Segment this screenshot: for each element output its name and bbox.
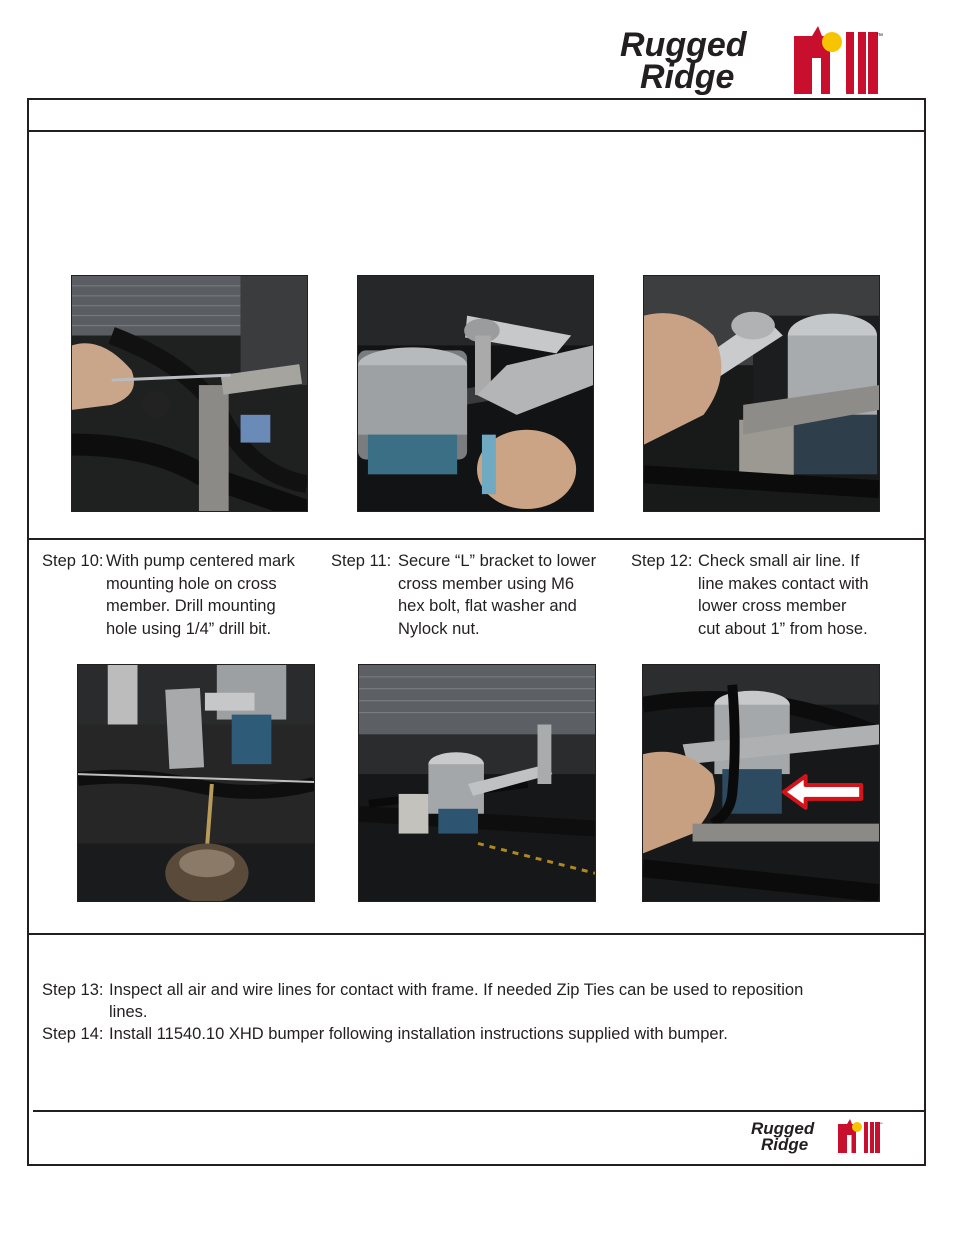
divider-photos-row2: [29, 933, 924, 935]
step-label: Step 10:: [42, 552, 104, 570]
step-13-text: [42, 979, 902, 1023]
step-label: Step 12:: [631, 552, 693, 570]
step-text: Inspect all air and wire lines for contact with frame. If needed Zip Ties can be used to reposition lines.: [109, 981, 804, 1021]
step-text: Check small air line. If line makes contact with lower cross member cut about 1” from hose.: [698, 552, 869, 638]
divider-header: [29, 130, 924, 132]
rugged-ridge-logo-footer: [750, 1118, 884, 1154]
step11-photo-bolt: [357, 275, 594, 512]
step-text: Install 11540.10 XHD bumper following installation instructions supplied with bumper.: [109, 1025, 728, 1043]
step10-photo-marking: [71, 275, 308, 512]
step11-photo-installed: [358, 664, 596, 902]
step-14-text: [42, 1023, 902, 1045]
divider-footer: [33, 1110, 924, 1112]
step-text: Secure “L” bracket to lower cross member using M6 hex bolt, flat washer and Nylock nut.: [398, 552, 597, 638]
divider-photos-row1: [29, 538, 924, 540]
step12-photo-wrench: [643, 275, 880, 512]
step-text: With pump centered mark mounting hole on cross member. Drill mounting hole using 1/4” drill bit.: [106, 552, 295, 638]
logo-text-rugged: Rugged: [751, 1119, 815, 1138]
trademark-symbol: ™: [879, 1122, 883, 1126]
step-label: Step 14:: [42, 1025, 104, 1043]
step-label: Step 13:: [42, 981, 104, 999]
trademark-symbol: ™: [876, 33, 883, 40]
logo-text-ridge: Ridge: [640, 58, 735, 96]
bottom-steps: [42, 979, 902, 1045]
step-10-caption: [42, 550, 322, 642]
logo-text-ridge: Ridge: [761, 1135, 809, 1154]
rugged-ridge-logo: [618, 24, 886, 96]
step12-photo-airline-arrow: [642, 664, 880, 902]
step10-photo-drill: [77, 664, 315, 902]
step-label: Step 11:: [331, 552, 392, 570]
step-11-caption: [331, 550, 621, 642]
step-12-caption: [631, 550, 911, 642]
logo-text-rugged: Rugged: [620, 26, 747, 64]
